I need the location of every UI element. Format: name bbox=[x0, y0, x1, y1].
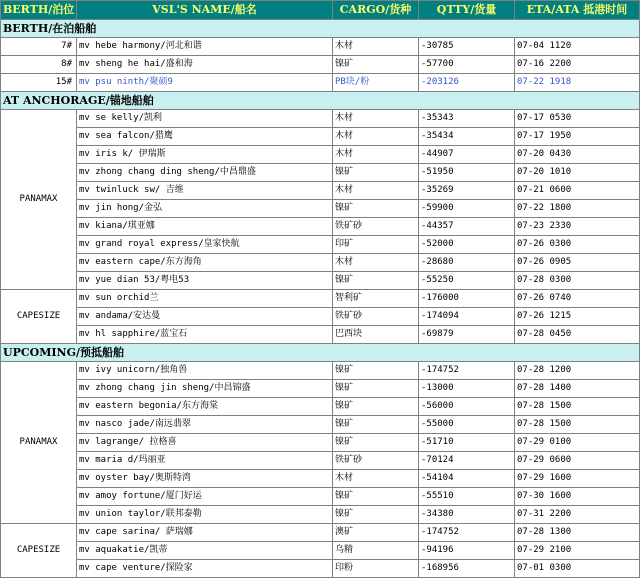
quantity-cell: -35434 bbox=[419, 128, 515, 146]
quantity-cell: -59900 bbox=[419, 200, 515, 218]
section-upcoming-row bbox=[1, 344, 640, 362]
group-capesize: CAPESIZE bbox=[1, 524, 77, 578]
header-eta: ETA/ATA 抵港时间 bbox=[515, 1, 640, 20]
quantity-cell: -44907 bbox=[419, 146, 515, 164]
eta-cell: 07-30 1600 bbox=[515, 488, 640, 506]
vessel-name-cell: mv sheng he hai/盛和海 bbox=[77, 56, 333, 74]
group-capesize: CAPESIZE bbox=[1, 290, 77, 344]
table-row bbox=[1, 200, 640, 218]
table-row bbox=[1, 218, 640, 236]
vessel-name-cell: mv zhong chang jin sheng/中昌锦盛 bbox=[77, 380, 333, 398]
vessel-name-cell: mv eastern begonia/东方海棠 bbox=[77, 398, 333, 416]
eta-cell: 07-26 1215 bbox=[515, 308, 640, 326]
vessel-name-cell: mv union taylor/联邦泰勒 bbox=[77, 506, 333, 524]
table-row bbox=[1, 164, 640, 182]
eta-cell: 07-26 0300 bbox=[515, 236, 640, 254]
eta-cell: 07-16 2200 bbox=[515, 56, 640, 74]
vessel-name-cell: mv iris k/ 伊瑞斯 bbox=[77, 146, 333, 164]
eta-cell: 07-28 0300 bbox=[515, 272, 640, 290]
table-row bbox=[1, 56, 640, 74]
eta-cell: 07-04 1120 bbox=[515, 38, 640, 56]
quantity-cell: -168956 bbox=[419, 560, 515, 578]
table-row bbox=[1, 236, 640, 254]
eta-cell: 07-28 1500 bbox=[515, 416, 640, 434]
cargo-cell: 木材 bbox=[333, 182, 419, 200]
cargo-cell: 镍矿 bbox=[333, 506, 419, 524]
quantity-cell: -203126 bbox=[419, 74, 515, 92]
eta-cell: 07-22 1800 bbox=[515, 200, 640, 218]
cargo-cell: 镍矿 bbox=[333, 434, 419, 452]
berth-cell: 8# bbox=[1, 56, 77, 74]
eta-cell: 07-28 1300 bbox=[515, 524, 640, 542]
vessel-name-cell: mv eastern cape/东方海角 bbox=[77, 254, 333, 272]
cargo-cell: 印矿 bbox=[333, 236, 419, 254]
eta-cell: 07-28 1500 bbox=[515, 398, 640, 416]
eta-cell: 07-28 0450 bbox=[515, 326, 640, 344]
cargo-cell: 铁矿砂 bbox=[333, 218, 419, 236]
eta-cell: 07-31 2200 bbox=[515, 506, 640, 524]
table-row bbox=[1, 488, 640, 506]
section-anchorage-row bbox=[1, 92, 640, 110]
table-row bbox=[1, 254, 640, 272]
berth-cell: 15# bbox=[1, 74, 77, 92]
quantity-cell: -13000 bbox=[419, 380, 515, 398]
vessel-name-cell: mv hl sapphire/蓝宝石 bbox=[77, 326, 333, 344]
cargo-cell: 木材 bbox=[333, 254, 419, 272]
vessel-name-cell: mv zhong chang ding sheng/中昌鼎盛 bbox=[77, 164, 333, 182]
eta-cell: 07-29 0100 bbox=[515, 434, 640, 452]
quantity-cell: -69879 bbox=[419, 326, 515, 344]
header-row bbox=[1, 1, 640, 20]
table-row bbox=[1, 128, 640, 146]
quantity-cell: -94196 bbox=[419, 542, 515, 560]
berth-cell: 7# bbox=[1, 38, 77, 56]
cargo-cell: 木材 bbox=[333, 128, 419, 146]
cargo-cell: 镍矿 bbox=[333, 362, 419, 380]
table-row bbox=[1, 380, 640, 398]
vessel-name-cell: mv grand royal express/皇家快航 bbox=[77, 236, 333, 254]
eta-cell: 07-28 1200 bbox=[515, 362, 640, 380]
header-quantity: QTTY/货量 bbox=[419, 1, 515, 20]
cargo-cell: 木材 bbox=[333, 110, 419, 128]
table-row bbox=[1, 326, 640, 344]
cargo-cell: 镍矿 bbox=[333, 56, 419, 74]
cargo-cell: 乌精 bbox=[333, 542, 419, 560]
vessel-name-cell: mv cape venture/探险家 bbox=[77, 560, 333, 578]
cargo-cell: 镍矿 bbox=[333, 380, 419, 398]
vessel-name-cell: mv nasco jade/南远翡翠 bbox=[77, 416, 333, 434]
quantity-cell: -44357 bbox=[419, 218, 515, 236]
eta-cell: 07-26 0905 bbox=[515, 254, 640, 272]
group-panamax: PANAMAX bbox=[1, 362, 77, 524]
eta-cell: 07-26 0740 bbox=[515, 290, 640, 308]
table-row bbox=[1, 38, 640, 56]
quantity-cell: -174094 bbox=[419, 308, 515, 326]
vessel-name-cell: mv aquakatie/凯蒂 bbox=[77, 542, 333, 560]
table-row bbox=[1, 524, 640, 542]
group-panamax: PANAMAX bbox=[1, 110, 77, 290]
cargo-cell: 印粉 bbox=[333, 560, 419, 578]
eta-cell: 07-29 2100 bbox=[515, 542, 640, 560]
quantity-cell: -34380 bbox=[419, 506, 515, 524]
table-row bbox=[1, 452, 640, 470]
quantity-cell: -70124 bbox=[419, 452, 515, 470]
vessel-name-cell: mv se kelly/凯利 bbox=[77, 110, 333, 128]
vessel-name-cell: mv andama/安达曼 bbox=[77, 308, 333, 326]
eta-cell: 07-17 0530 bbox=[515, 110, 640, 128]
quantity-cell: -51950 bbox=[419, 164, 515, 182]
cargo-cell: 镍矿 bbox=[333, 272, 419, 290]
vessel-name-cell: mv yue dian 53/粤电53 bbox=[77, 272, 333, 290]
header-cargo: CARGO/货种 bbox=[333, 1, 419, 20]
table-row bbox=[1, 146, 640, 164]
vessel-name-cell: mv twinluck sw/ 吉维 bbox=[77, 182, 333, 200]
section-berth-row bbox=[1, 20, 640, 38]
table-row bbox=[1, 560, 640, 578]
cargo-cell: PB块/粉 bbox=[333, 74, 419, 92]
section-anchorage-heading: AT ANCHORAGE/锚地船舶 bbox=[1, 92, 640, 110]
quantity-cell: -56000 bbox=[419, 398, 515, 416]
table-row bbox=[1, 290, 640, 308]
cargo-cell: 巴西块 bbox=[333, 326, 419, 344]
vessel-name-cell: mv psu ninth/聚硕9 bbox=[77, 74, 333, 92]
eta-cell: 07-23 2330 bbox=[515, 218, 640, 236]
cargo-cell: 镍矿 bbox=[333, 164, 419, 182]
quantity-cell: -174752 bbox=[419, 362, 515, 380]
eta-cell: 07-20 0430 bbox=[515, 146, 640, 164]
vessel-name-cell: mv amoy fortune/厦门好运 bbox=[77, 488, 333, 506]
quantity-cell: -52000 bbox=[419, 236, 515, 254]
cargo-cell: 镍矿 bbox=[333, 200, 419, 218]
cargo-cell: 澳矿 bbox=[333, 524, 419, 542]
cargo-cell: 镍矿 bbox=[333, 398, 419, 416]
quantity-cell: -35269 bbox=[419, 182, 515, 200]
cargo-cell: 镍矿 bbox=[333, 416, 419, 434]
eta-cell: 07-29 0600 bbox=[515, 452, 640, 470]
section-upcoming-heading: UPCOMING/预抵船舶 bbox=[1, 344, 640, 362]
eta-cell: 07-22 1918 bbox=[515, 74, 640, 92]
table-row bbox=[1, 308, 640, 326]
cargo-cell: 木材 bbox=[333, 146, 419, 164]
header-berth: BERTH/泊位 bbox=[1, 1, 77, 20]
table-row bbox=[1, 542, 640, 560]
eta-cell: 07-29 1600 bbox=[515, 470, 640, 488]
table-row bbox=[1, 272, 640, 290]
vessel-name-cell: mv ivy unicorn/独角兽 bbox=[77, 362, 333, 380]
table-row bbox=[1, 470, 640, 488]
eta-cell: 07-20 1010 bbox=[515, 164, 640, 182]
eta-cell: 07-17 1950 bbox=[515, 128, 640, 146]
eta-cell: 07-21 0600 bbox=[515, 182, 640, 200]
cargo-cell: 木材 bbox=[333, 470, 419, 488]
cargo-cell: 镍矿 bbox=[333, 488, 419, 506]
quantity-cell: -30785 bbox=[419, 38, 515, 56]
quantity-cell: -55250 bbox=[419, 272, 515, 290]
quantity-cell: -35343 bbox=[419, 110, 515, 128]
vessel-name-cell: mv sea falcon/猎鹰 bbox=[77, 128, 333, 146]
vessel-name-cell: mv oyster bay/奥斯特湾 bbox=[77, 470, 333, 488]
vessel-name-cell: mv lagrange/ 拉格喜 bbox=[77, 434, 333, 452]
table-row bbox=[1, 362, 640, 380]
quantity-cell: -28680 bbox=[419, 254, 515, 272]
vessel-name-cell: mv kiana/琪亚娜 bbox=[77, 218, 333, 236]
eta-cell: 07-01 0300 bbox=[515, 560, 640, 578]
quantity-cell: -51710 bbox=[419, 434, 515, 452]
vessel-name-cell: mv maria d/玛丽亚 bbox=[77, 452, 333, 470]
quantity-cell: -55510 bbox=[419, 488, 515, 506]
quantity-cell: -174752 bbox=[419, 524, 515, 542]
header-vessel-name: VSL'S NAME/船名 bbox=[77, 1, 333, 20]
cargo-cell: 智利矿 bbox=[333, 290, 419, 308]
section-berth-heading: BERTH/在泊船舶 bbox=[1, 20, 640, 38]
table-row bbox=[1, 74, 640, 92]
cargo-cell: 铁矿砂 bbox=[333, 308, 419, 326]
vessel-name-cell: mv hebe harmony/河北和谐 bbox=[77, 38, 333, 56]
cargo-cell: 铁矿砂 bbox=[333, 452, 419, 470]
table-row bbox=[1, 398, 640, 416]
vessel-name-cell: mv sun orchid兰 bbox=[77, 290, 333, 308]
table-row bbox=[1, 182, 640, 200]
table-row bbox=[1, 434, 640, 452]
quantity-cell: -55000 bbox=[419, 416, 515, 434]
vessel-name-cell: mv cape sarina/ 萨瑞娜 bbox=[77, 524, 333, 542]
quantity-cell: -54104 bbox=[419, 470, 515, 488]
vessel-name-cell: mv jin hong/金弘 bbox=[77, 200, 333, 218]
quantity-cell: -176000 bbox=[419, 290, 515, 308]
table-row bbox=[1, 110, 640, 128]
eta-cell: 07-28 1400 bbox=[515, 380, 640, 398]
quantity-cell: -57700 bbox=[419, 56, 515, 74]
cargo-cell: 木材 bbox=[333, 38, 419, 56]
table-row bbox=[1, 506, 640, 524]
table-row bbox=[1, 416, 640, 434]
